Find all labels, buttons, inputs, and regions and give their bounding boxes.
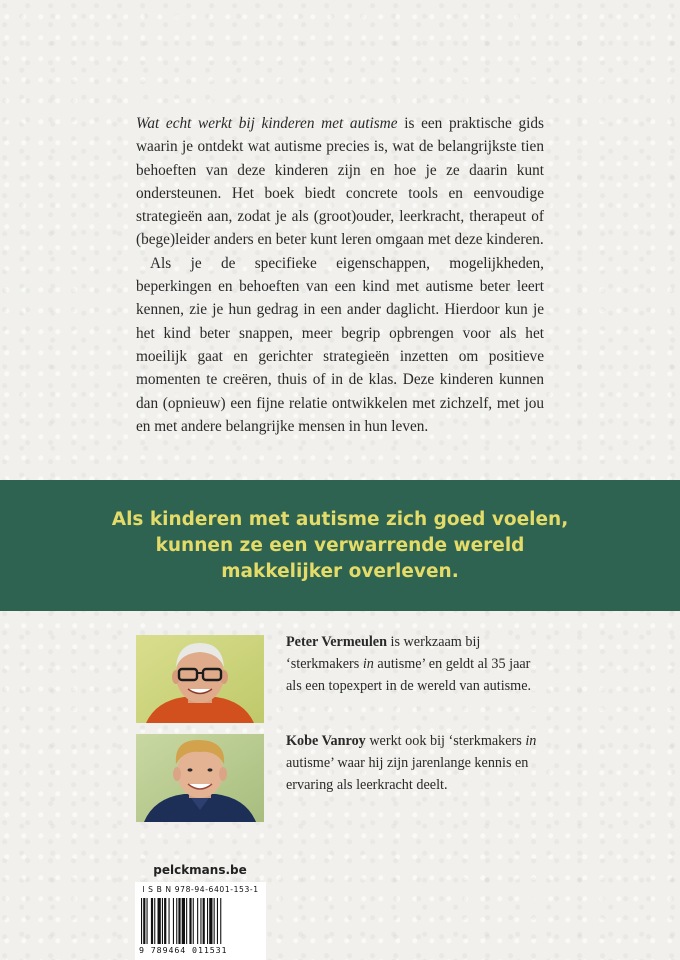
bio-text-kobe-in: in	[525, 733, 537, 749]
bio-text-peter-a: is werkzaam bij ‘sterkmakers	[286, 634, 481, 672]
description-paragraph-1	[136, 112, 544, 252]
isbn-barcode	[135, 882, 266, 960]
quote-line-1: Als kinderen met autisme zich goed voelen,	[111, 509, 569, 530]
isbn-text: I S B N 978-94-6401-153-1	[142, 885, 259, 894]
bio-text-kobe-b: autisme’ waar hij zijn jarenlange kennis en ervaring als leerkracht deelt.	[286, 755, 529, 793]
author-name-kobe: Kobe Vanroy	[286, 733, 366, 749]
author-bio-kobe	[286, 730, 544, 796]
quote-line-3: makkelijker overleven.	[221, 561, 459, 582]
pull-quote	[0, 507, 680, 585]
author-bio-peter	[286, 631, 544, 697]
publisher-url[interactable]: pelckmans.be	[153, 863, 247, 877]
author-photo-peter	[136, 635, 264, 723]
quote-banner	[0, 480, 680, 611]
paragraph-1-text: is een praktische gids waarin je ontdekt wat autisme precies is, wat de belangrijkste tien behoeften van deze kinderen zijn en hoe je ze daarin kunt ondersteunen. Het boek biedt concrete tools en eenvoudige strategieën aan, zodat je als (groot)ouder, leerkracht, therapeut of (bege)leider anders en beter kunt leren omgaan met deze kinderen.	[136, 115, 544, 249]
barcode-digits: 9 789464 011531	[139, 945, 228, 955]
bio-text-peter-in: in	[362, 656, 374, 672]
barcode-bars	[139, 898, 262, 944]
author-name-peter: Peter Vermeulen	[286, 634, 387, 650]
quote-line-2: kunnen ze een verwarrende wereld	[155, 535, 525, 556]
back-cover-description	[136, 112, 544, 438]
author-photo-kobe	[136, 734, 264, 822]
bio-text-peter-b: autisme’ en geldt al 35 jaar als een topexpert in de wereld van autisme.	[286, 656, 532, 694]
book-title-italic: Wat echt werkt bij kinderen met autisme	[136, 115, 398, 132]
bio-text-kobe-a: werkt ook bij ‘sterkmakers	[365, 733, 526, 749]
description-paragraph-2: Als je de specifieke eigenschappen, mogelijkheden, beperkingen en behoeften van een kind met autisme beter leert kennen, zie je hun gedrag in een ander daglicht. Hierdoor kun je het kind beter snappen, meer begrip opbrengen voor als het moeilijk gaat en gerichter strategieën inzetten om positieve momenten te creëren, thuis of in de klas. Deze kinderen kunnen dan (opnieuw) een fijne relatie ontwikkelen met zichzelf, met jou en met andere belangrijke mensen in hun leven.	[136, 254, 544, 435]
